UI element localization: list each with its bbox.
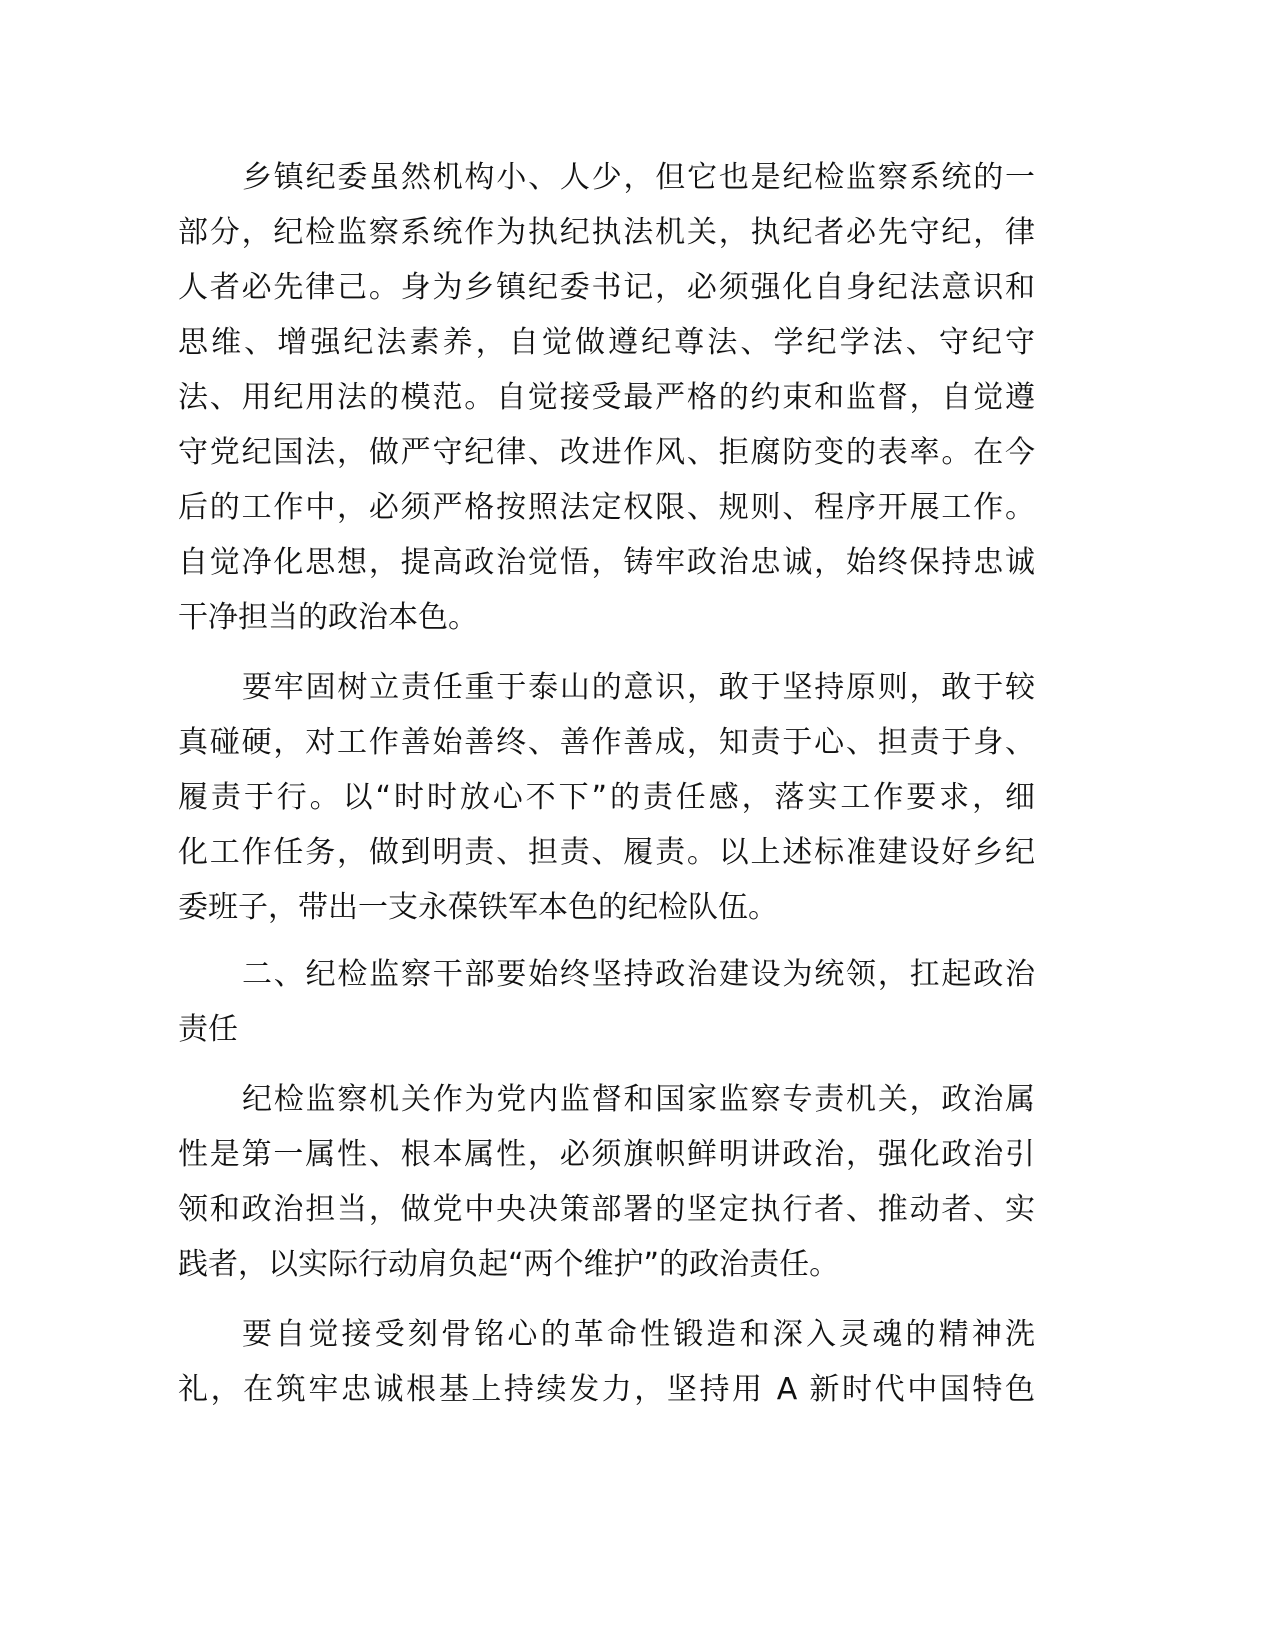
text-line: 履责于行。以“时时放心不下”的责任感，落实工作要求，细 xyxy=(178,780,1035,815)
text-line: 要牢固树立责任重于泰山的意识，敢于坚持原则，敢于较 xyxy=(242,670,1035,705)
text-line: 部分，纪检监察系统作为执纪执法机关，执纪者必先守纪，律 xyxy=(178,215,1035,250)
text-line: 二、纪检监察干部要始终坚持政治建设为统领，扛起政治 xyxy=(242,957,1035,992)
text-line: 自觉净化思想，提高政治觉悟，铸牢政治忠诚，始终保持忠诚 xyxy=(178,545,1035,580)
text-line: 后的工作中，必须严格按照法定权限、规则、程序开展工作。 xyxy=(178,490,1035,525)
text-line: 责任 xyxy=(178,1012,238,1047)
text-line: 思维、增强纪法素养，自觉做遵纪尊法、学纪学法、守纪守 xyxy=(178,325,1035,360)
text-line: 领和政治担当，做党中央决策部署的坚定执行者、推动者、实 xyxy=(178,1192,1035,1227)
text-line: 法、用纪用法的模范。自觉接受最严格的约束和监督，自觉遵 xyxy=(178,380,1035,415)
text-line: 守党纪国法，做严守纪律、改进作风、拒腐防变的表率。在今 xyxy=(178,435,1035,470)
text-line: 礼，在筑牢忠诚根基上持续发力，坚持用 A 新时代中国特色 xyxy=(178,1372,1035,1407)
text-line: 委班子，带出一支永葆铁军本色的纪检队伍。 xyxy=(178,890,778,925)
text-line: 干净担当的政治本色。 xyxy=(178,600,478,635)
text-line: 化工作任务，做到明责、担责、履责。以上述标准建设好乡纪 xyxy=(178,835,1035,870)
text-line: 纪检监察机关作为党内监督和国家监察专责机关，政治属 xyxy=(242,1082,1035,1117)
text-line: 践者，以实际行动肩负起“两个维护”的政治责任。 xyxy=(178,1247,840,1282)
text-line: 真碰硬，对工作善始善终、善作善成，知责于心、担责于身、 xyxy=(178,725,1035,760)
text-line: 乡镇纪委虽然机构小、人少，但它也是纪检监察系统的一 xyxy=(242,160,1035,195)
text-line: 要自觉接受刻骨铭心的革命性锻造和深入灵魂的精神洗 xyxy=(242,1317,1035,1352)
text-line: 性是第一属性、根本属性，必须旗帜鲜明讲政治，强化政治引 xyxy=(178,1137,1035,1172)
text-line: 人者必先律己。身为乡镇纪委书记，必须强化自身纪法意识和 xyxy=(178,270,1035,305)
